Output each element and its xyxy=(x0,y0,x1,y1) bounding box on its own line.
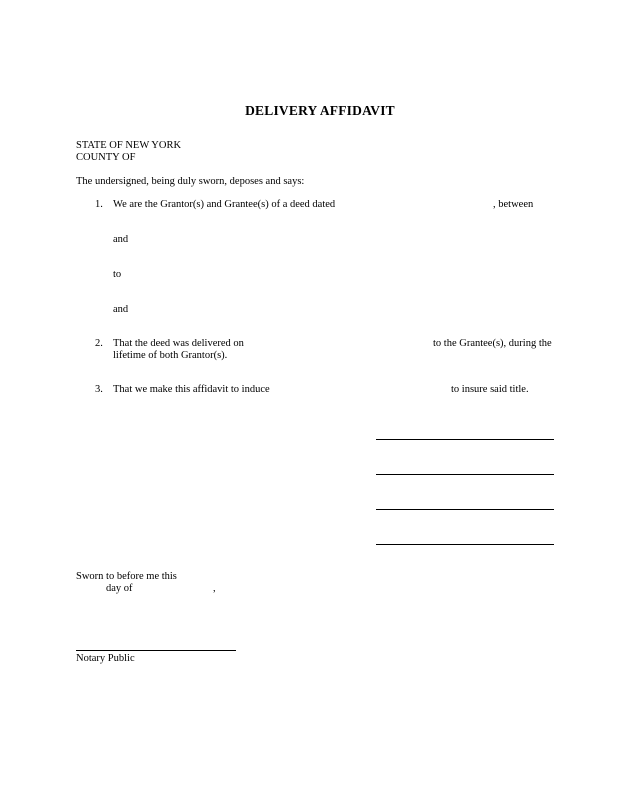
county-line: COUNTY OF xyxy=(76,152,136,163)
intro-text: The undersigned, being duly sworn, deposes and says: xyxy=(76,176,305,187)
signature-line-3[interactable] xyxy=(376,509,554,510)
item1-and-1: and xyxy=(113,234,129,245)
item2-number: 2. xyxy=(95,338,103,349)
signature-line-1[interactable] xyxy=(376,439,554,440)
notary-label: Notary Public xyxy=(76,653,135,664)
notary-signature-line[interactable] xyxy=(76,650,236,651)
item3-text: That we make this affidavit to induce xyxy=(113,384,270,395)
item1-and-2: and xyxy=(113,304,129,315)
item1-between: , between xyxy=(493,199,534,210)
item2-line2: lifetime of both Grantor(s). xyxy=(113,350,228,361)
item1-number: 1. xyxy=(95,199,103,210)
sworn-comma: , xyxy=(213,583,216,594)
sworn-text: Sworn to before me this xyxy=(76,571,177,582)
item1-text: We are the Grantor(s) and Grantee(s) of a deed dated xyxy=(113,199,336,210)
document-title: DELIVERY AFFIDAVIT xyxy=(245,103,395,118)
item1-to: to xyxy=(113,269,122,280)
item3-insure: to insure said title. xyxy=(451,384,529,395)
sworn-day-of: day of xyxy=(106,583,133,594)
item2-to-grantee: to the Grantee(s), during the xyxy=(433,338,552,349)
state-line: STATE OF NEW YORK xyxy=(76,140,182,151)
item2-text: That the deed was delivered on xyxy=(113,338,244,349)
signature-line-2[interactable] xyxy=(376,474,554,475)
signature-line-4[interactable] xyxy=(376,544,554,545)
item3-number: 3. xyxy=(95,384,103,395)
